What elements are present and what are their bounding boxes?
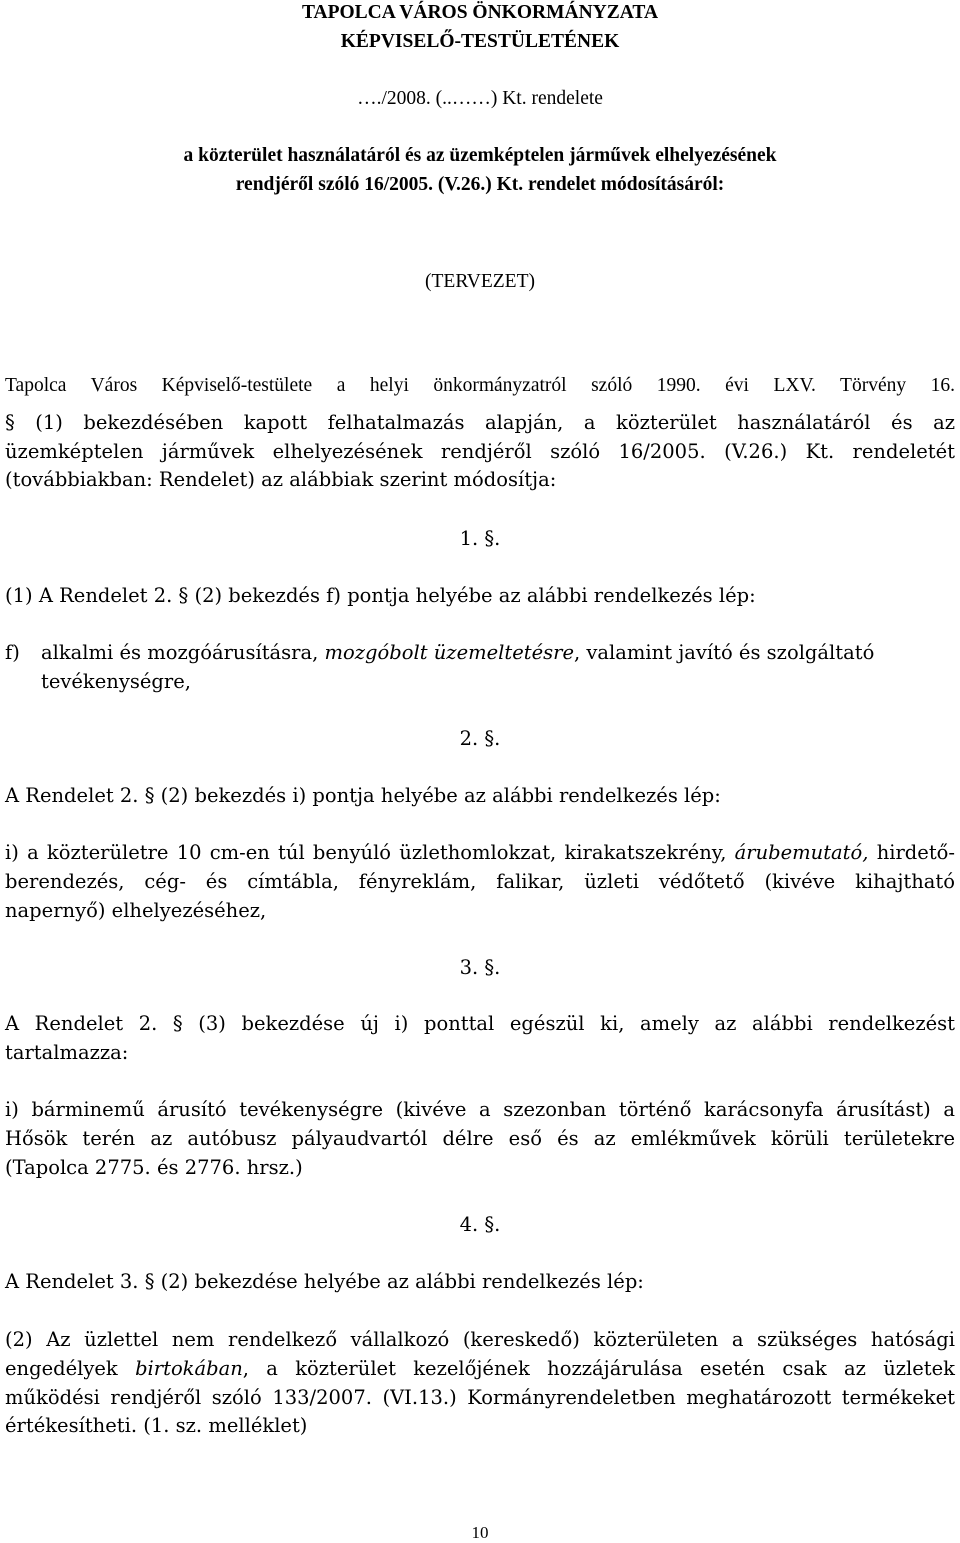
section-4-line-4: értékesítheti. (1. sz. melléklet) <box>5 1414 308 1437</box>
section-1-item-line-1: alkalmi és mozgóárusításra, mozgóbolt üzemeltetésre, valamint javító és szolgáltató <box>41 641 875 664</box>
title-line-1: TAPOLCA VÁROS ÖNKORMÁNYZATA <box>301 2 659 23</box>
preamble-line-1: Tapolca Város Képviselő-testülete a helyi önkormányzatról szóló 1990. évi LXV. Törvény 16. <box>5 375 955 396</box>
section-4-heading: 4. §. <box>459 1213 501 1236</box>
section-3-heading: 3. §. <box>459 956 501 979</box>
section-1-intro: (1) A Rendelet 2. § (2) bekezdés f) pontja helyébe az alábbi rendelkezés lép: <box>5 584 756 607</box>
section-2-line-3: napernyő) elhelyezéséhez, <box>5 899 267 922</box>
section-2-italic: árubemutató, <box>734 841 869 864</box>
section-1-item-line-2: tevékenységre, <box>41 670 191 693</box>
section-4-line-3: működési rendjéről szóló 133/2007. (VI.13.) Kormányrendeletben meghatározott termékeket <box>5 1386 955 1409</box>
section-3-line-3: (Tapolca 2775. és 2776. hrsz.) <box>5 1156 303 1179</box>
subject-line-1: a közterület használatáról és az üzemképtelen járművek elhelyezésének <box>183 145 777 166</box>
decree-number: …./2008. (..……) Kt. rendelete <box>357 88 603 109</box>
section-2-heading: 2. §. <box>459 727 501 750</box>
section-4-line-2: engedélyek birtokában, a közterület kezelőjének hozzájárulása esetén csak az üzletek <box>5 1357 956 1380</box>
preamble-line-2: § (1) bekezdésében kapott felhatalmazás alapján, a közterület használatáról és az <box>5 411 955 434</box>
section-2-line-1: i) a közterületre 10 cm-en túl benyúló üzlethomlokzat, kirakatszekrény, árubemutató, hirdető- <box>5 841 955 864</box>
section-1-item-italic: mozgóbolt üzemeltetésre <box>324 641 574 664</box>
preamble-line-4: (továbbiakban: Rendelet) az alábbiak szerint módosítja: <box>5 468 557 491</box>
draft-label: (TERVEZET) <box>425 271 535 292</box>
section-3-intro-line-1: A Rendelet 2. § (3) bekezdése új i) ponttal egészül ki, amely az alábbi rendelkezést <box>5 1012 955 1035</box>
subject-line-2: rendjéről szóló 16/2005. (V.26.) Kt. rendelet módosításáról: <box>235 174 725 195</box>
section-1-item-marker: f) <box>5 641 20 664</box>
section-2-line-2: berendezés, cég- és címtábla, fényreklám, falikar, üzleti védőtető (kivéve kihajtható <box>5 870 955 893</box>
section-4-intro: A Rendelet 3. § (2) bekezdése helyébe az alábbi rendelkezés lép: <box>5 1270 644 1293</box>
section-1-heading: 1. §. <box>459 527 501 550</box>
section-3-intro-line-2: tartalmazza: <box>5 1041 129 1064</box>
section-4-line-1: (2) Az üzlettel nem rendelkező vállalkozó (kereskedő) közterületen a szükséges hatósági <box>5 1328 955 1351</box>
section-3-line-2: Hősök terén az autóbusz pályaudvartól délre eső és az emlékművek körüli területekre <box>5 1127 955 1150</box>
section-2-intro: A Rendelet 2. § (2) bekezdés i) pontja helyébe az alábbi rendelkezés lép: <box>5 784 721 807</box>
page-number: 10 <box>471 1523 489 1542</box>
preamble-line-3: üzemképtelen járművek elhelyezésének rendjéről szóló 16/2005. (V.26.) Kt. rendeletét <box>5 440 955 463</box>
section-3-line-1: i) bárminemű árusító tevékenységre (kivéve a szezonban történő karácsonyfa árusítást) a <box>5 1098 955 1121</box>
section-4-italic: birtokában <box>135 1357 243 1380</box>
title-line-2: KÉPVISELŐ-TESTÜLETÉNEK <box>340 31 620 52</box>
